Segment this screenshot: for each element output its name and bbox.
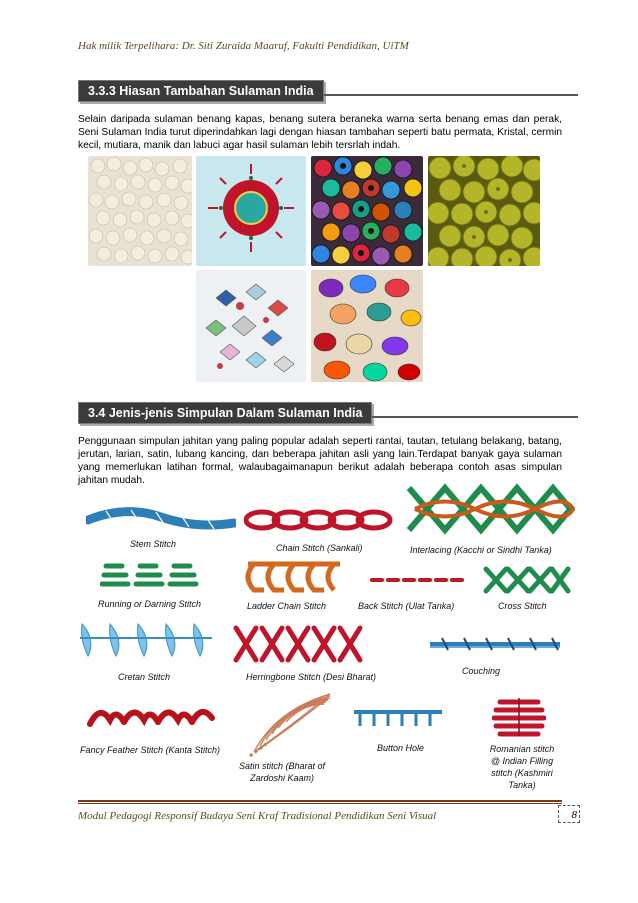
ladder-chain-stitch-illustration <box>244 560 344 594</box>
romanian-stitch-illustration <box>492 696 546 738</box>
section-rule <box>324 94 578 96</box>
chain-stitch-caption: Chain Stitch (Sankali) <box>276 543 363 553</box>
romanian-caption-line-4: Tanka) <box>508 780 536 790</box>
gemstones-photo <box>311 270 423 382</box>
footer-rule-thin <box>78 803 562 804</box>
herringbone-stitch-illustration <box>230 624 386 664</box>
section-title: 3.4 Jenis-jenis Simpulan Dalam Sulaman India <box>78 402 372 424</box>
running-stitch-illustration <box>100 560 200 590</box>
romanian-stitch-caption <box>474 743 570 791</box>
section-body-paragraph: Penggunaan simpulan jahitan yang paling popular adalah seperti rantai, tautan, tetulang belakang, batang, jerutan, larian, satin, lubang kancing, dan beberapa jahitan asli yang lain.Terdapat banyak gaya sulaman yang memerlukan latihan formal, walaubagaimanapun berikut adalah beberapa contoh asas simpulan jahitan mudah. <box>78 436 562 486</box>
page-header: Hak milik Terpelihara: Dr. Siti Zuraida Maaruf, Fakulti Pendidikan, UiTM <box>78 40 409 52</box>
chain-stitch-illustration <box>244 505 396 535</box>
running-stitch-caption: Running or Darning Stitch <box>98 599 202 609</box>
section-heading-3-4 <box>78 402 578 424</box>
colored-beads-photo <box>311 156 423 266</box>
section-heading-3-3-3 <box>78 80 578 102</box>
back-stitch-caption: Back Stitch (Ulat Tanka) <box>358 601 455 611</box>
pearls-photo <box>88 156 192 266</box>
back-stitch-illustration <box>368 574 468 586</box>
cross-stitch-illustration <box>482 565 572 595</box>
fancy-feather-stitch-caption: Fancy Feather Stitch (Kanta Stitch) <box>80 745 221 755</box>
cross-stitch-caption: Cross Stitch <box>498 601 547 611</box>
stem-stitch-caption: Stem Stitch <box>130 539 177 549</box>
satin-stitch-illustration <box>246 690 334 758</box>
section-rule <box>372 416 578 418</box>
mirror-embroidery-photo <box>196 156 306 266</box>
section-title: 3.3.3 Hiasan Tambahan Sulaman India <box>78 80 324 102</box>
footer-rule <box>78 800 562 802</box>
satin-stitch-caption-line-2: Zardoshi Kaam) <box>249 773 315 783</box>
button-hole-stitch-caption: Button Hole <box>377 743 425 753</box>
section-body-paragraph: Selain daripada sulaman benang kapas, benang sutera beraneka warna serta benang emas dan perak, Seni Sulaman India turut diperindahkan lagi dengan hiasan tambahan seperti batu permata, Kristal, cermin kecil, mutiara, manik dan labuci agar hasil sulaman lebih tersrlah indah. <box>78 114 562 151</box>
stem-stitch-illustration <box>86 505 236 535</box>
fancy-feather-stitch-illustration <box>86 700 218 732</box>
romanian-caption-line-3: stitch (Kashmiri <box>491 768 553 778</box>
button-hole-stitch-illustration <box>352 706 444 730</box>
romanian-caption-line-1: Romanian stitch <box>489 744 555 754</box>
page-number: 8 <box>558 805 580 823</box>
herringbone-stitch-caption: Herringbone Stitch (Desi Bharat) <box>246 672 377 682</box>
interlacing-stitch-illustration <box>405 478 577 540</box>
couching-stitch-illustration <box>428 636 562 652</box>
page-footer: Modul Pedagogi Responsif Budaya Seni Kraf Tradisional Pendidikan Seni Visual <box>78 810 437 822</box>
interlacing-stitch-caption: Interlacing (Kacchi or Sindhi Tanka) <box>410 545 552 555</box>
cretan-stitch-illustration <box>76 620 216 660</box>
cretan-stitch-caption: Cretan Stitch <box>118 672 171 682</box>
sequins-photo <box>428 156 540 266</box>
romanian-caption-line-2: @ Indian Filling <box>490 756 554 766</box>
satin-stitch-caption <box>232 760 332 784</box>
satin-stitch-caption-line-1: Satin stitch (Bharat of <box>238 761 326 771</box>
couching-stitch-caption: Couching <box>462 666 501 676</box>
crystals-photo <box>196 270 306 382</box>
ladder-chain-stitch-caption: Ladder Chain Stitch <box>247 601 327 611</box>
